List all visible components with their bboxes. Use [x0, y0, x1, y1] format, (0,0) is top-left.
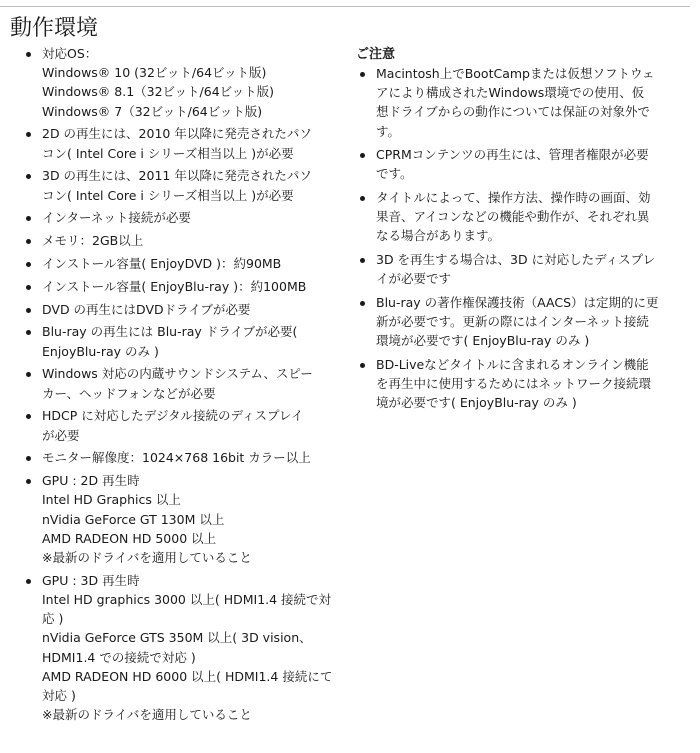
note-item — [356, 250, 690, 288]
requirement-item — [22, 448, 344, 467]
bullet-icon — [360, 301, 365, 306]
item-text-line: アにより構成されたWindows環境での使用、仮 — [376, 85, 645, 101]
requirements-column — [22, 44, 344, 728]
bullet-icon — [26, 308, 31, 313]
bullet-icon — [26, 174, 31, 179]
notes-column — [356, 46, 690, 417]
bullet-icon — [360, 196, 365, 201]
item-text-line: 果音、アイコンなどの機能や動作が、それぞれ異 — [376, 209, 650, 225]
item-text-line: 3D の再生には、2011 年以降に発売されたパソ — [42, 168, 312, 184]
item-text-line: を再生中に使用するためにはネットワーク接続環 — [376, 376, 652, 391]
item-text-line: ※最新のドライバを適用していること — [42, 550, 252, 565]
requirement-item — [22, 124, 344, 162]
item-text-line: Intel HD Graphics 以上 — [42, 492, 181, 508]
item-text-line: HDCP に対応したデジタル接続のディスプレイ — [42, 408, 304, 424]
item-text-line: Macintosh上でBootCampまたは仮想ソフトウェ — [376, 66, 655, 81]
item-text-line: コン( Intel Core i シリーズ相当以上 )が必要 — [42, 145, 294, 161]
item-text-line: なる場合があります。 — [376, 228, 501, 244]
item-text-line: 対応OS： — [42, 46, 98, 61]
bullet-icon — [360, 72, 365, 77]
requirement-item — [22, 300, 344, 319]
item-text-line: が必要 — [42, 427, 80, 443]
item-text-line: インターネット接続が必要 — [42, 210, 191, 226]
item-text-line: Windows® 8.1（32ビット/64ビット版) — [42, 84, 275, 100]
bullet-icon — [26, 52, 31, 57]
item-text-line: CPRMコンテンツの再生には、管理者権限が必要 — [376, 147, 649, 163]
note-item — [356, 293, 690, 351]
bullet-icon — [26, 216, 31, 221]
item-text-line: す。 — [376, 123, 401, 139]
item-text-line: イが必要です — [376, 271, 452, 287]
requirement-item — [22, 44, 344, 121]
item-text-line: 環境が必要です( EnjoyBlu-ray のみ ) — [376, 333, 590, 349]
item-text-line: メモリ：2GB以上 — [42, 233, 144, 249]
requirement-item — [22, 406, 344, 444]
bullet-icon — [26, 132, 31, 137]
item-text-line: インストール容量( EnjoyDVD )：約90MB — [42, 256, 282, 271]
item-text-line: Windows® 7（32ビット/64ビット版) — [42, 103, 263, 119]
item-text-line: Windows 対応の内蔵サウンドシステム、スピー — [42, 366, 313, 382]
note-item — [356, 355, 690, 413]
requirement-item — [22, 231, 344, 250]
requirement-item — [22, 364, 344, 402]
item-text-line: 2D の再生には、2010 年以降に発売されたパソ — [42, 126, 312, 142]
bullet-icon — [26, 372, 31, 377]
item-text-line: nVidia GeForce GT 130M 以上 — [42, 511, 225, 527]
item-text-line: 境が必要です( EnjoyBlu-ray のみ ) — [376, 395, 577, 411]
item-text-line: GPU : 3D 再生時 — [42, 572, 140, 588]
notes-list — [356, 64, 690, 412]
requirement-item — [22, 322, 344, 360]
note-item — [356, 64, 690, 141]
requirement-item — [22, 571, 344, 725]
note-item — [356, 188, 690, 246]
item-text-line: 新が必要です。更新の際にはインターネット接続 — [376, 314, 649, 329]
requirement-item — [22, 208, 344, 227]
item-text-line: 応 ) — [42, 611, 64, 627]
top-divider — [0, 6, 690, 7]
bullet-icon — [26, 262, 31, 267]
bullet-icon — [360, 363, 365, 368]
item-text-line: Intel HD graphics 3000 以上( HDMI1.4 接続で対 — [42, 592, 332, 607]
requirement-item — [22, 277, 344, 296]
bullet-icon — [26, 285, 31, 290]
item-text-line: ※最新のドライバを適用していること — [42, 707, 252, 723]
item-text-line: HDMI1.4 での接続で対応 ) — [42, 649, 196, 665]
item-text-line: Windows® 10 (32ビット/64ビット版) — [42, 65, 267, 81]
item-text-line: です。 — [376, 166, 413, 182]
item-text-line: AMD RADEON HD 5000 以上 — [42, 530, 217, 546]
item-text-line: カー、ヘッドフォンなどが必要 — [42, 385, 216, 401]
item-text-line: GPU : 2D 再生時 — [42, 473, 140, 489]
requirements-list — [22, 44, 344, 724]
bullet-icon — [26, 239, 31, 244]
item-text-line: BD-Liveなどタイトルに含まれるオンライン機能 — [376, 356, 649, 372]
item-text-line: 想ドライブからの動作については保証の対象外で — [376, 104, 651, 120]
item-text-line: モニター解像度：1024×768 16bit カラー以上 — [42, 450, 311, 466]
bullet-icon — [360, 258, 365, 263]
bullet-icon — [360, 153, 365, 158]
item-text-line: コン( Intel Core i シリーズ相当以上 )が必要 — [42, 187, 294, 203]
requirement-item — [22, 471, 344, 567]
item-text-line: Blu-ray の著作権保護技術（AACS）は定期的に更 — [376, 294, 659, 310]
notes-heading: ご注意 — [356, 47, 396, 62]
bullet-icon — [26, 330, 31, 335]
page-title: 動作環境 — [10, 16, 99, 41]
item-text-line: 3D を再生する場合は、3D に対応したディスプレ — [376, 252, 656, 267]
item-text-line: AMD RADEON HD 6000 以上( HDMI1.4 接続にて — [42, 668, 333, 684]
item-text-line: インストール容量( EnjoyBlu-ray )：約100MB — [42, 278, 307, 294]
requirement-item — [22, 166, 344, 204]
bullet-icon — [26, 456, 31, 461]
bullet-icon — [26, 479, 31, 484]
bullet-icon — [26, 414, 31, 419]
item-text-line: タイトルによって、操作方法、操作時の画面、効 — [376, 190, 651, 205]
item-text-line: 対応 ) — [42, 688, 76, 704]
item-text-line: Blu-ray の再生には Blu-ray ドライブが必要( — [42, 324, 298, 340]
item-text-line: nVidia GeForce GTS 350M 以上( 3D vision、 — [42, 630, 312, 646]
requirement-item — [22, 254, 344, 273]
note-item — [356, 145, 690, 183]
bullet-icon — [26, 579, 31, 584]
item-text-line: DVD の再生にはDVDドライブが必要 — [42, 301, 251, 317]
item-text-line: EnjoyBlu-ray のみ ) — [42, 343, 159, 359]
